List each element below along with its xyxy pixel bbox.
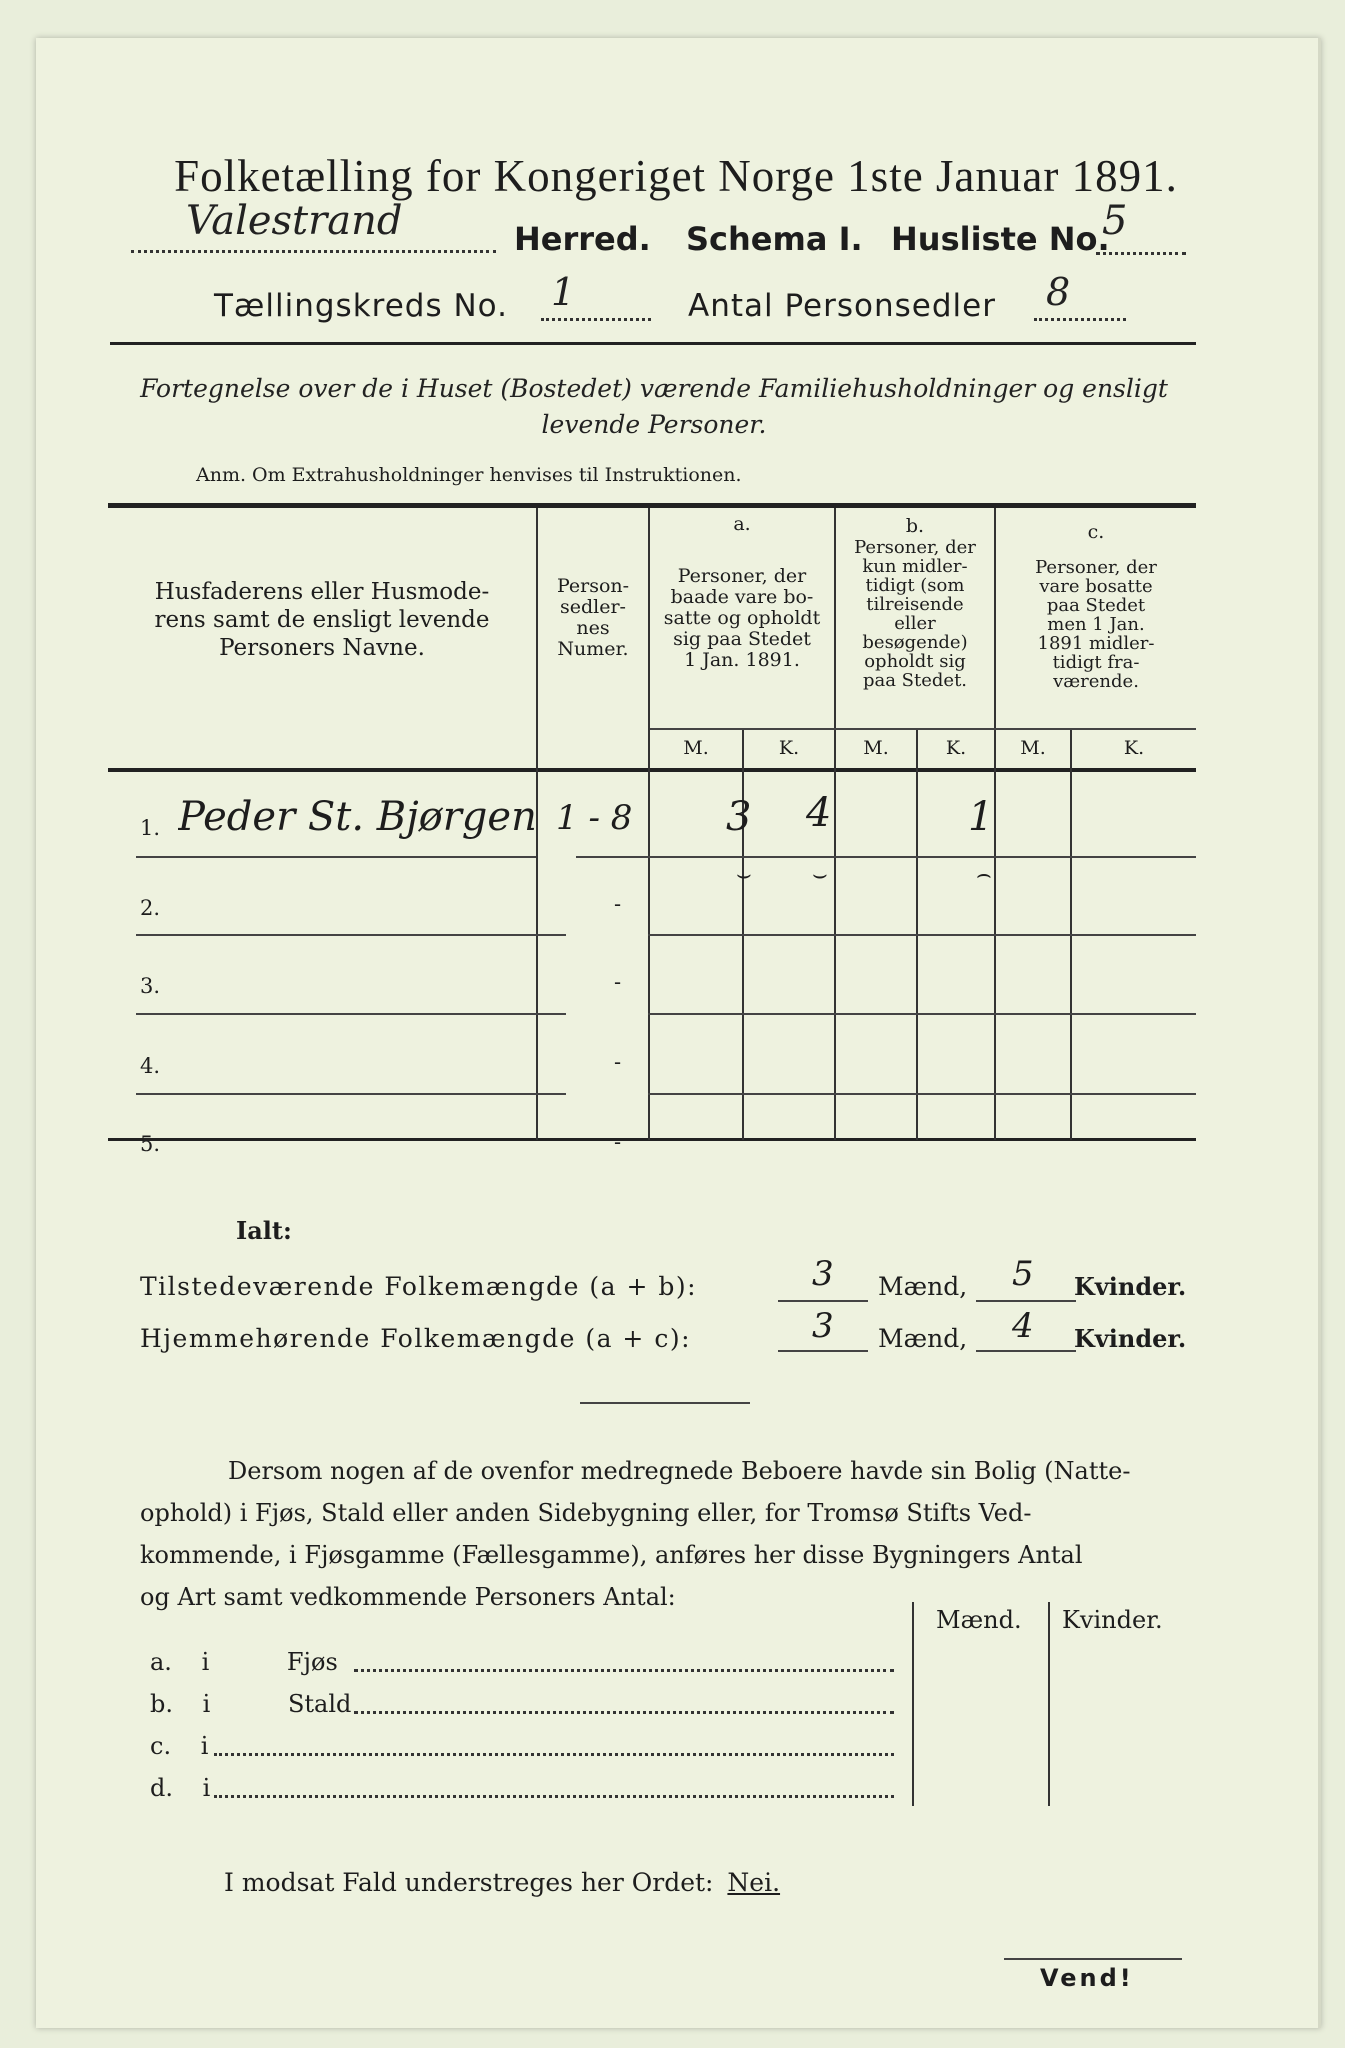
nei-prefix: I modsat Fald understreges her Ordet:	[224, 1868, 714, 1897]
col-a-header-line: baade vare bo-	[670, 586, 814, 608]
antal-value: 8	[1046, 270, 1071, 314]
herred-label: Herred.	[514, 220, 651, 258]
col-num-header-line: Numer.	[557, 638, 629, 660]
intro-line-1: Fortegnelse over de i Huset (Bostedet) værende Familiehusholdninger og ensligt	[140, 374, 1168, 403]
col-b-header-line: kun midler-	[862, 556, 968, 577]
form-title: Folketælling for Kongeriget Norge 1ste Januar 1891.	[174, 151, 1178, 201]
vend-rule	[1004, 1958, 1182, 1960]
hjem-k-line	[976, 1350, 1076, 1352]
col-num-header-line: nes	[576, 617, 610, 639]
building-row-dots	[214, 1752, 894, 1756]
building-row-i: i	[202, 1774, 211, 1802]
table-top-rule	[108, 503, 1196, 508]
col-c-header-line: Personer, der	[1035, 557, 1157, 578]
col-c-header-line: 1891 midler-	[1037, 633, 1155, 654]
row-rule	[648, 1093, 1196, 1095]
hjem-label: Hjemmehørende Folkemængde (a + c):	[140, 1324, 691, 1353]
tilst-kvinder: Kvinder.	[1074, 1272, 1187, 1301]
census-form-page	[36, 38, 1321, 2028]
building-row-dots	[354, 1668, 894, 1672]
tilst-m-line	[778, 1300, 868, 1302]
row-rule	[136, 1013, 566, 1015]
tilst-k-line	[976, 1300, 1076, 1302]
b-k-label: K.	[945, 737, 967, 759]
vend-label: Vend!	[1040, 1964, 1134, 1992]
buildings-col-sep-2	[1048, 1602, 1050, 1806]
col-c-header-line: men 1 Jan.	[1047, 614, 1145, 635]
building-row-letter: a.	[150, 1648, 172, 1676]
col-name-header-line: rens samt de ensligt levende	[154, 607, 490, 633]
col-num-header-line: sedler-	[560, 596, 626, 618]
hjem-m-line	[778, 1350, 868, 1352]
nei-word: Nei.	[727, 1868, 781, 1897]
col-a-header-line: satte og opholdt	[663, 607, 821, 629]
col-c-header-line: vare bosatte	[1039, 576, 1153, 597]
a-k-label: K.	[778, 737, 800, 759]
tick-mark: ⌣	[736, 860, 752, 888]
col-b-header	[836, 538, 994, 690]
row-sedler: -	[614, 1130, 622, 1154]
tick-mark: ⌢	[976, 860, 992, 888]
col-name-header-line: Personers Navne.	[219, 635, 425, 661]
building-row	[150, 1774, 210, 1802]
col-b-header-line: besøgende)	[862, 632, 968, 653]
row-a-k: 4	[806, 790, 832, 836]
building-row-i: i	[202, 1690, 211, 1718]
row-sedler: -	[614, 892, 622, 916]
building-row-i: i	[200, 1732, 209, 1760]
col-a-letter: a.	[733, 513, 751, 535]
row-number: 2.	[140, 896, 161, 920]
intro-line-2: levende Personer.	[541, 410, 767, 439]
building-row-letter: d.	[150, 1774, 173, 1802]
row-a-m: 3	[726, 794, 752, 840]
buildings-kvinder-col: Kvinder.	[1062, 1606, 1163, 1634]
tilst-k-value: 5	[1012, 1254, 1034, 1294]
col-c-header-line: værende.	[1053, 671, 1139, 692]
tilst-label: Tilstedeværende Folkemængde (a + b):	[140, 1272, 698, 1301]
building-row-dots	[354, 1710, 894, 1714]
buildings-para-line: ophold) i Fjøs, Stald eller anden Sidebygning eller, for Tromsø Stifts Ved-	[140, 1499, 1032, 1527]
tick-mark: ⌣	[812, 860, 828, 888]
schema-label: Schema I.	[686, 220, 863, 258]
col-b-header-line: paa Stedet.	[862, 670, 968, 691]
buildings-col-sep-1	[912, 1602, 914, 1806]
table-header-bottom-rule	[108, 768, 1196, 772]
hjem-m-value: 3	[812, 1306, 834, 1346]
buildings-para	[140, 1450, 1196, 1618]
row-name: Peder St. Bjørgen	[178, 794, 537, 840]
hjem-maend: Mænd,	[878, 1324, 968, 1353]
row-number: 1.	[140, 816, 161, 840]
b-m-label: M.	[863, 737, 889, 759]
col-b-header-line: tilreisende	[866, 594, 964, 615]
herred-value: Valestrand	[186, 198, 403, 244]
tilst-maend: Mænd,	[878, 1272, 968, 1301]
col-a-header	[650, 566, 834, 671]
row-sedler: -	[614, 970, 622, 994]
husliste-label: Husliste No.	[891, 220, 1110, 258]
col-b-header-line: Personer, der	[854, 537, 976, 558]
col-num-header-line: Person-	[556, 575, 630, 597]
col-name-header	[112, 578, 532, 662]
row-sedler: -	[614, 1050, 622, 1074]
a-m-label: M.	[683, 737, 709, 759]
col-b-header-line: tidigt (som	[865, 575, 965, 596]
building-row-dots	[214, 1794, 894, 1798]
row-rule	[136, 1093, 566, 1095]
row-rule	[136, 934, 566, 936]
husliste-value: 5	[1102, 198, 1128, 244]
buildings-para-line: kommende, i Fjøsgamme (Fællesgamme), anføres her disse Bygningers Antal	[140, 1541, 1083, 1569]
row-number: 5.	[140, 1132, 161, 1156]
col-b-header-line: eller	[894, 613, 936, 634]
col-c-header	[996, 558, 1196, 691]
col-c-header-line: tidigt fra-	[1052, 652, 1140, 673]
c-m-label: M.	[1020, 737, 1046, 759]
buildings-para-line: Dersom nogen af de ovenfor medregnede Beboere havde sin Bolig (Natte-	[228, 1457, 1131, 1485]
row-rule	[136, 856, 536, 858]
building-row-letter: b.	[150, 1690, 173, 1718]
col-num-header	[540, 576, 646, 660]
col-name-header-line: Husfaderens eller Husmode-	[154, 579, 490, 605]
building-row	[150, 1732, 208, 1760]
col-b-letter: b.	[905, 515, 925, 537]
kreds-label: Tællingskreds No.	[214, 288, 508, 324]
hjem-k-value: 4	[1012, 1306, 1034, 1346]
building-row	[150, 1690, 351, 1718]
row-rule	[648, 1013, 1196, 1015]
row-number: 3.	[140, 974, 161, 998]
col-b-header-line: opholdt sig	[864, 651, 966, 672]
c-k-label: K.	[1123, 737, 1145, 759]
building-row-i: i	[201, 1648, 210, 1676]
building-row-label: Fjøs	[286, 1648, 338, 1676]
row-rule	[648, 934, 1196, 936]
col-c-letter: c.	[1087, 521, 1105, 543]
building-row-label: Stald	[287, 1690, 352, 1718]
building-row	[150, 1648, 338, 1676]
building-row-letter: c.	[150, 1732, 172, 1760]
header-rule	[110, 342, 1196, 345]
mk-header-rule	[650, 728, 1196, 730]
kreds-value: 1	[551, 270, 576, 314]
row-sedler: 1 - 8	[556, 798, 633, 838]
nei-line	[224, 1868, 780, 1897]
col-c-header-line: paa Stedet	[1046, 595, 1146, 616]
table-bottom-rule	[108, 1138, 1196, 1141]
row-rule	[576, 856, 1196, 858]
antal-label: Antal Personsedler	[688, 288, 996, 324]
ialt-label: Ialt:	[236, 1216, 292, 1245]
anm-note: Anm. Om Extrahusholdninger henvises til Instruktionen.	[196, 464, 742, 486]
row-number: 4.	[140, 1054, 161, 1078]
row-b-k: 1	[968, 794, 994, 840]
tilst-m-value: 3	[812, 1254, 834, 1294]
col-a-header-line: 1 Jan. 1891.	[684, 649, 800, 671]
buildings-para-line: og Art samt vedkommende Personers Antal:	[140, 1583, 676, 1611]
buildings-maend-col: Mænd.	[936, 1606, 1022, 1634]
col-a-header-line: Personer, der	[677, 565, 807, 587]
col-a-header-line: sig paa Stedet	[673, 628, 811, 650]
hjem-kvinder: Kvinder.	[1074, 1324, 1187, 1353]
section-divider	[580, 1402, 750, 1404]
